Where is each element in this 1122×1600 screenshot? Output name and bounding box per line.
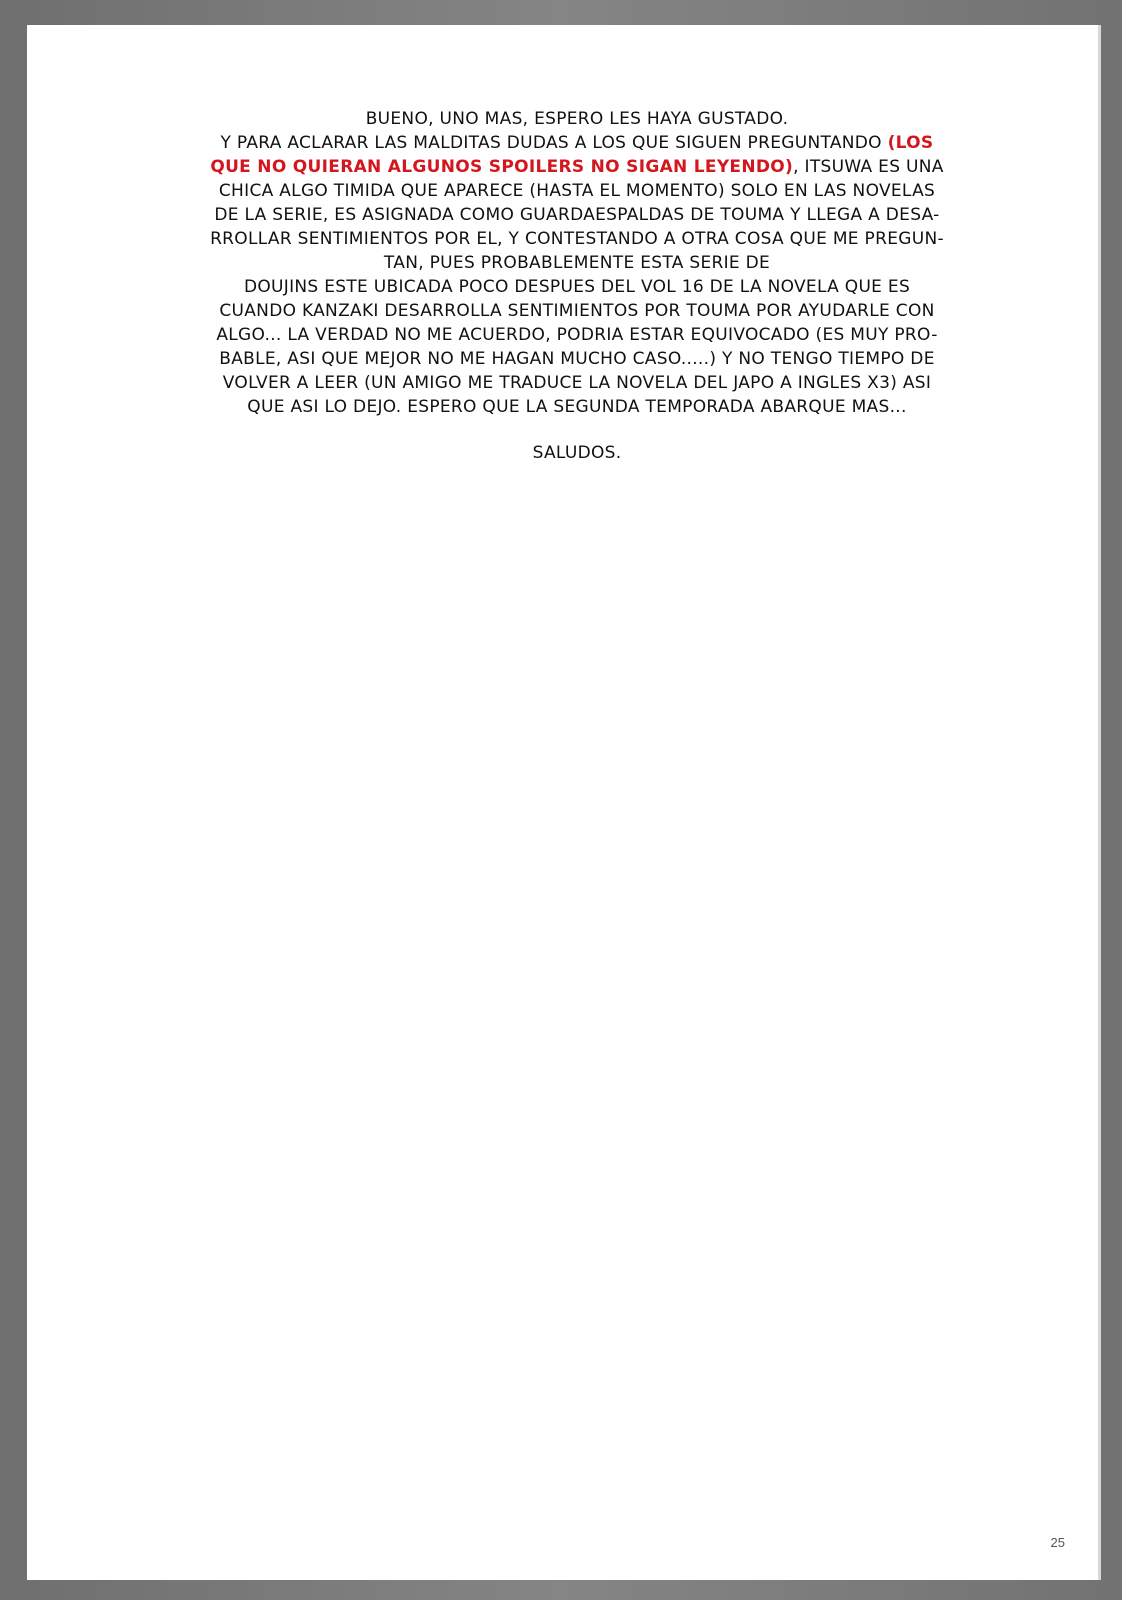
note-line-3 bbox=[207, 155, 947, 179]
note-line-5: DE LA SERIE, ES ASIGNADA COMO GUARDAESPALDAS DE TOUMA Y LLEGA A DESA- bbox=[214, 205, 940, 225]
note-line-8: DOUJINS ESTE UBICADA POCO DESPUES DEL VOL 16 DE LA NOVELA QUE ES bbox=[243, 277, 911, 297]
note-line-11: BABLE, ASI QUE MEJOR NO ME HAGAN MUCHO CASO.....) Y NO TENGO TIEMPO DE bbox=[219, 349, 935, 369]
page-number: 25 bbox=[1050, 1535, 1065, 1550]
note-line-7: TAN, PUES PROBABLEMENTE ESTA SERIE DE bbox=[383, 253, 771, 273]
note-line-1: BUENO, UNO MAS, ESPERO LES HAYA GUSTADO. bbox=[365, 109, 789, 129]
note-line-4: CHICA ALGO TIMIDA QUE APARECE (HASTA EL MOMENTO) SOLO EN LAS NOVELAS bbox=[218, 181, 936, 201]
note-line-10: ALGO... LA VERDAD NO ME ACUERDO, PODRIA ESTAR EQUIVOCADO (ES MUY PRO- bbox=[216, 325, 938, 345]
spoiler-warning-start: (LOS bbox=[887, 133, 934, 153]
note-line-9: CUANDO KANZAKI DESARROLLA SENTIMIENTOS POR TOUMA POR AYUDARLE CON bbox=[219, 301, 935, 321]
note-line-2-text: Y PARA ACLARAR LAS MALDITAS DUDAS A LOS QUE SIGUEN PREGUNTANDO bbox=[220, 133, 888, 153]
note-line-2 bbox=[207, 131, 947, 155]
note-line-6: RROLLAR SENTIMIENTOS POR EL, Y CONTESTANDO A OTRA COSA QUE ME PREGUN- bbox=[210, 229, 944, 249]
translator-note bbox=[207, 107, 947, 465]
spoiler-warning-end: QUE NO QUIERAN ALGUNOS SPOILERS NO SIGAN LEYENDO) bbox=[210, 157, 794, 177]
signoff: SALUDOS. bbox=[532, 443, 622, 463]
note-line-3-text: , ITSUWA ES UNA bbox=[793, 157, 944, 177]
page-sheet bbox=[27, 25, 1101, 1580]
note-line-13: QUE ASI LO DEJO. ESPERO QUE LA SEGUNDA TEMPORADA ABARQUE MAS... bbox=[247, 397, 907, 417]
note-line-12: VOLVER A LEER (UN AMIGO ME TRADUCE LA NOVELA DEL JAPO A INGLES X3) ASI bbox=[222, 373, 932, 393]
